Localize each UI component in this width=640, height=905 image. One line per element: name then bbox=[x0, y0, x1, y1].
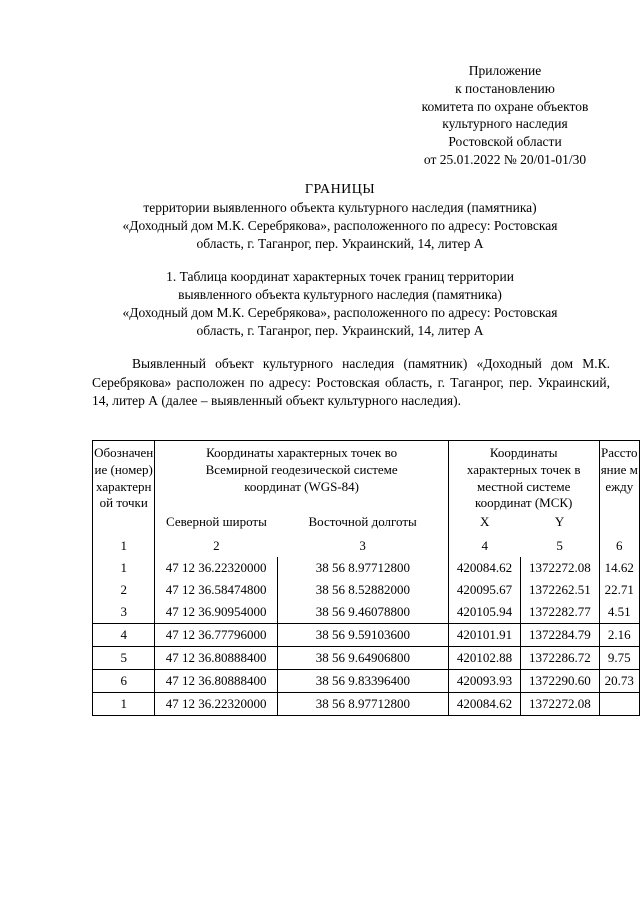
table-header-row bbox=[93, 441, 640, 513]
title-heading: ГРАНИЦЫ bbox=[304, 182, 376, 197]
table-row bbox=[93, 623, 640, 646]
cell-x: 420102.88 bbox=[448, 646, 520, 669]
cell-point: 1 bbox=[93, 557, 155, 579]
table-row bbox=[93, 557, 640, 579]
cell-y: 1372282.77 bbox=[521, 601, 599, 624]
coordinates-table bbox=[92, 440, 640, 716]
cell-lat: 47 12 36.22320000 bbox=[155, 692, 277, 715]
cell-point: 5 bbox=[93, 646, 155, 669]
header-distance-text: Расстояние между bbox=[600, 445, 638, 494]
cell-lon: 38 56 9.59103600 bbox=[277, 623, 448, 646]
col-number: 6 bbox=[599, 535, 639, 557]
header-east-text: Восточной долготы bbox=[308, 514, 417, 530]
table-row bbox=[93, 692, 640, 715]
cell-x: 420084.62 bbox=[448, 557, 520, 579]
cell-lon: 38 56 8.97712800 bbox=[277, 557, 448, 579]
caption-line: область, г. Таганрог, пер. Украинский, 14, литер А bbox=[196, 323, 484, 338]
header-point-text: Обозначение (номер) характерной точки bbox=[94, 445, 154, 511]
header-y bbox=[521, 512, 599, 535]
cell-distance: 4.51 bbox=[599, 601, 639, 624]
header-distance bbox=[599, 441, 639, 535]
cell-distance: 20.73 bbox=[599, 669, 639, 692]
header-x-text: X bbox=[480, 514, 490, 530]
table-row bbox=[93, 579, 640, 601]
cell-distance bbox=[599, 692, 639, 715]
appendix-line: Ростовской области bbox=[448, 134, 562, 150]
cell-distance: 22.71 bbox=[599, 579, 639, 601]
cell-lat: 47 12 36.77796000 bbox=[155, 623, 277, 646]
col-number: 3 bbox=[277, 535, 448, 557]
cell-x: 420105.94 bbox=[448, 601, 520, 624]
cell-lat: 47 12 36.22320000 bbox=[155, 557, 277, 579]
cell-lon: 38 56 9.83396400 bbox=[277, 669, 448, 692]
header-wgs-text: Координаты характерных точек во Всемирной геодезической системе координат (WGS-84) bbox=[205, 445, 398, 494]
cell-point: 2 bbox=[93, 579, 155, 601]
cell-y: 1372286.72 bbox=[521, 646, 599, 669]
title-line: «Доходный дом М.К. Серебрякова», расположенного по адресу: Ростовская bbox=[122, 218, 558, 233]
cell-point: 6 bbox=[93, 669, 155, 692]
cell-x: 420101.91 bbox=[448, 623, 520, 646]
body-paragraph bbox=[92, 355, 610, 411]
cell-distance: 2.16 bbox=[599, 623, 639, 646]
appendix-line: комитета по охране объектов bbox=[421, 98, 589, 114]
document-title bbox=[40, 181, 640, 253]
cell-y: 1372272.08 bbox=[521, 692, 599, 715]
table-row bbox=[93, 646, 640, 669]
cell-point: 1 bbox=[93, 692, 155, 715]
appendix-line: к постановлению bbox=[455, 80, 555, 96]
cell-lon: 38 56 9.64906800 bbox=[277, 646, 448, 669]
cell-x: 420093.93 bbox=[448, 669, 520, 692]
cell-lat: 47 12 36.80888400 bbox=[155, 646, 277, 669]
title-line: область, г. Таганрог, пер. Украинский, 14, литер А bbox=[196, 236, 484, 251]
cell-lon: 38 56 8.52882000 bbox=[277, 579, 448, 601]
cell-y: 1372284.79 bbox=[521, 623, 599, 646]
appendix-line: Приложение bbox=[468, 63, 542, 78]
cell-distance: 9.75 bbox=[599, 646, 639, 669]
appendix-block bbox=[380, 62, 630, 169]
header-point bbox=[93, 441, 155, 535]
column-number-row bbox=[93, 535, 640, 557]
title-line: территории выявленного объекта культурного наследия (памятника) bbox=[143, 200, 537, 215]
col-number: 1 bbox=[93, 535, 155, 557]
caption-line: 1. Таблица координат характерных точек границ территории bbox=[166, 269, 514, 284]
cell-point: 4 bbox=[93, 623, 155, 646]
table-subheader-row bbox=[93, 512, 640, 535]
appendix-line: от 25.01.2022 № 20/01-01/30 bbox=[423, 151, 587, 167]
header-msk-text: Координаты характерных точек в местной системе координат (МСК) bbox=[466, 445, 581, 511]
cell-lon: 38 56 8.97712800 bbox=[277, 692, 448, 715]
cell-distance: 14.62 bbox=[599, 557, 639, 579]
header-y-text: Y bbox=[554, 514, 565, 530]
cell-lat: 47 12 36.90954000 bbox=[155, 601, 277, 624]
cell-y: 1372290.60 bbox=[521, 669, 599, 692]
cell-y: 1372272.08 bbox=[521, 557, 599, 579]
header-wgs bbox=[155, 441, 448, 513]
col-number: 4 bbox=[448, 535, 520, 557]
cell-x: 420084.62 bbox=[448, 692, 520, 715]
header-north-text: Северной широты bbox=[166, 514, 267, 530]
cell-lat: 47 12 36.80888400 bbox=[155, 669, 277, 692]
header-msk bbox=[448, 441, 599, 513]
table-row bbox=[93, 601, 640, 624]
cell-point: 3 bbox=[93, 601, 155, 624]
col-number: 5 bbox=[521, 535, 599, 557]
paragraph-text: Выявленный объект культурного наследия (памятник) «Доходный дом М.К. Серебрякова» расположен по адресу: Ростовская область, г. Таганрог, пер. Украинский, 14, литер А (далее – выявленный объект культурного наследия). bbox=[92, 356, 610, 408]
table-caption bbox=[40, 268, 640, 340]
caption-line: выявленного объекта культурного наследия (памятника) bbox=[178, 287, 502, 302]
header-x bbox=[448, 512, 520, 535]
table-row bbox=[93, 669, 640, 692]
caption-line: «Доходный дом М.К. Серебрякова», расположенного по адресу: Ростовская bbox=[122, 305, 558, 320]
cell-y: 1372262.51 bbox=[521, 579, 599, 601]
cell-x: 420095.67 bbox=[448, 579, 520, 601]
cell-lat: 47 12 36.58474800 bbox=[155, 579, 277, 601]
header-north bbox=[155, 512, 277, 535]
cell-lon: 38 56 9.46078800 bbox=[277, 601, 448, 624]
col-number: 2 bbox=[213, 537, 220, 553]
appendix-line: культурного наследия bbox=[442, 116, 568, 132]
header-east bbox=[277, 512, 448, 535]
